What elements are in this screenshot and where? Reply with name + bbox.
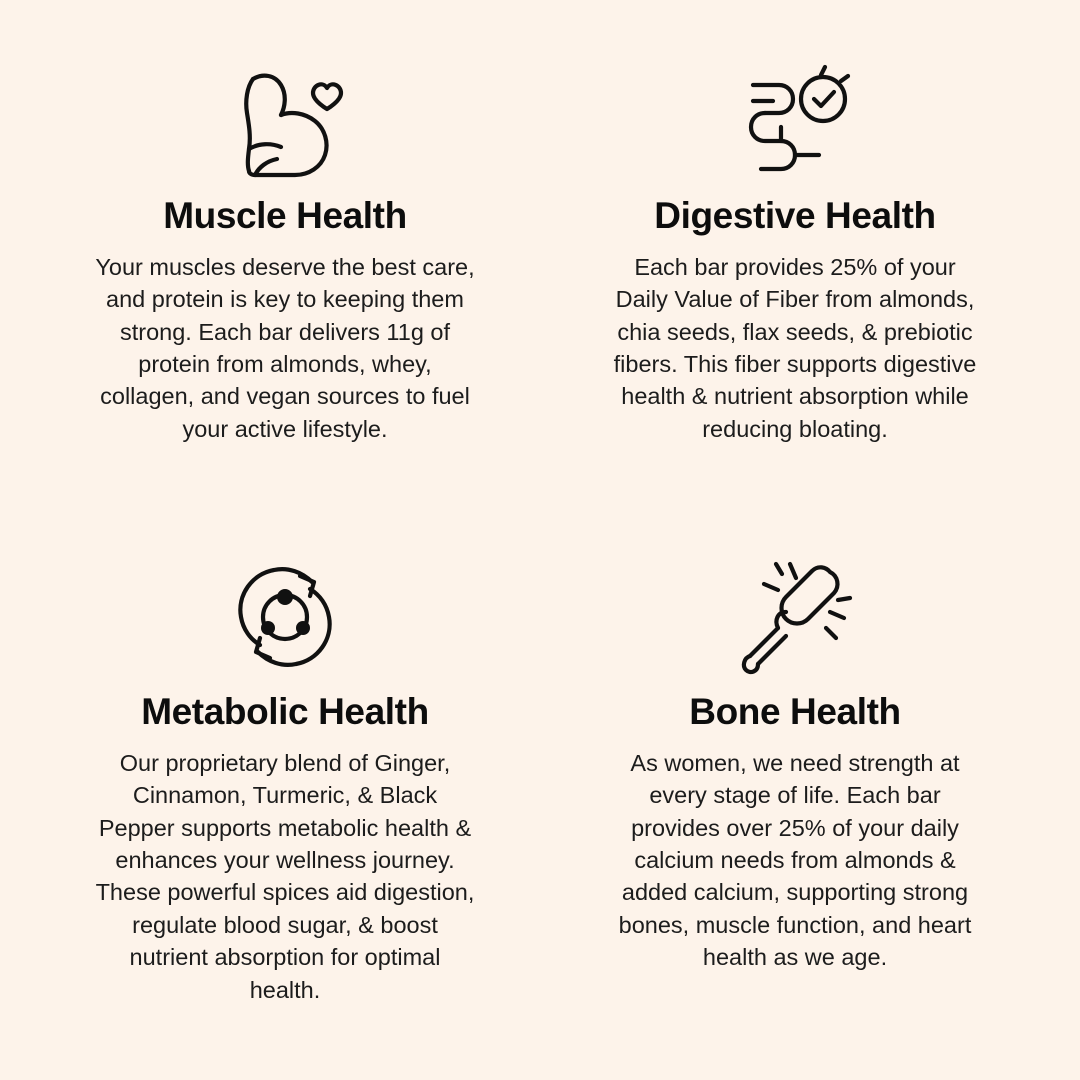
benefit-card-digestive-health [540,54,1050,552]
page-title: Metabolic Health [141,691,429,732]
benefit-card-metabolic-health [30,552,540,1050]
page-title: Digestive Health [654,195,936,236]
bone-joint-icon [734,552,856,682]
metabolism-cycle-icon [224,552,346,682]
benefit-description: Your muscles deserve the best care, and protein is key to keeping them strong. Each bar delivers 11g of protein from almonds, whey, collagen, and vegan sources to fuel your active lifestyle. [95,253,475,442]
intestines-with-checkmark-icon [735,54,855,184]
page-title: Muscle Health [163,195,407,236]
benefit-description: As women, we need strength at every stage of life. Each bar provides over 25% of your daily calcium needs from almonds & added calcium, supporting strong bones, muscle function, and heart health as we age. [618,749,972,971]
benefit-card-muscle-health [30,54,540,552]
benefit-description: Our proprietary blend of Ginger, Cinnamon, Turmeric, & Black Pepper supports metabolic health & enhances your wellness journey. These powerful spices aid digestion, regulate blood sugar, & boost nutrient absorption for optimal health. [95,749,475,1003]
benefit-description: Each bar provides 25% of your Daily Value of Fiber from almonds, chia seeds, flax seeds, & prebiotic fibers. This fiber supports digestive health & nutrient absorption while reducing bloating. [613,253,977,442]
flexed-arm-with-heart-icon [225,54,345,184]
benefit-card-bone-health [540,552,1050,1050]
page-title: Bone Health [689,691,901,732]
